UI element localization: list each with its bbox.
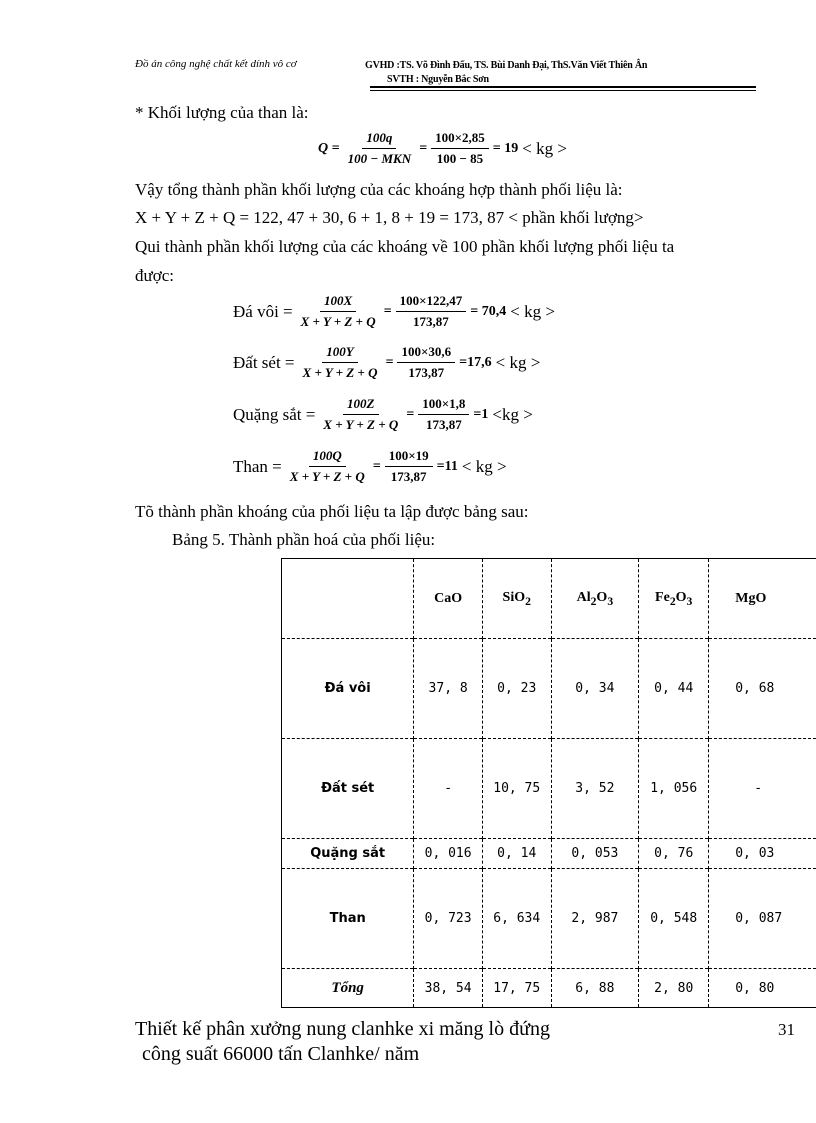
- table-caption: Bảng 5. Thành phần hoá của phối liệu:: [172, 530, 436, 549]
- header-cao: [414, 559, 483, 639]
- cell: 0, 34: [551, 639, 639, 739]
- cell: 0, 548: [639, 869, 709, 969]
- cell: 0, 723: [414, 869, 483, 969]
- limestone-label: Đá vôi =: [233, 301, 293, 321]
- iron-ore-num1: 100Z: [343, 396, 378, 415]
- header-rule-thin: [370, 90, 756, 91]
- coal-equation: Than = $\frac{100Q}{X + Y + Z + Q}$ = $\frac{100\times 19}{173,87}$ =11 < kg >: [233, 448, 507, 484]
- cell: 17, 75: [482, 969, 551, 1008]
- cell: 0, 23: [482, 639, 551, 739]
- header-rule: [370, 86, 756, 88]
- iron-ore-equation: Quặng sắt = $\frac{100Z}{X + Y + Z + Q}$ = $\frac{100\times 1,8}{173,87}$ =1 <kg >: [233, 396, 533, 432]
- limestone-result: = 70,4: [470, 303, 507, 319]
- cell: 0, 016: [414, 839, 483, 869]
- table-header-row: [282, 559, 816, 639]
- cell: 0, 14: [482, 839, 551, 869]
- eq-q-result: = 19: [492, 140, 519, 156]
- limestone-den2: 173,87: [413, 314, 449, 329]
- clay-equation: Đất sét = $\frac{100Y}{X + Y + Z + Q}$ = $\frac{100\times 30,6}{173,87}$ =17,6 < kg >: [233, 344, 541, 380]
- cell: 10, 75: [482, 739, 551, 839]
- header-fe2o3: [639, 559, 709, 639]
- coal-label: Than =: [233, 456, 282, 476]
- row-label-clay: Đất sét: [282, 739, 414, 839]
- coal-mass-equation: Q = $\frac{100q}{\text{100 − MKN}}$ = $\frac{100\times 2,85}{100 - 85}$ = 19 < kg >: [318, 130, 567, 166]
- header-sio2-main: SiO: [502, 589, 526, 605]
- coal-num1: 100Q: [309, 448, 346, 467]
- header-fe2o3-main: Fe: [655, 589, 670, 605]
- cell: 38, 54: [414, 969, 483, 1008]
- iron-ore-fraction-2: [418, 396, 469, 433]
- clay-den1: X + Y + Z + Q: [302, 365, 378, 380]
- eq-q-den2: 100 − 85: [436, 151, 484, 166]
- coal-unit: < kg >: [461, 456, 507, 476]
- header-advisors: GVHD :TS. Võ Đình Đấu, TS. Bùi Danh Đại, ThS.Văn Viết Thiên Ân: [365, 60, 648, 71]
- iron-ore-unit: <kg >: [492, 404, 533, 424]
- table-row: [282, 739, 816, 839]
- total-mass-equation: X + Y + Z + Q = 122, 47 + 30, 6 + 1, 8 + 19 = 173, 87 < phần khối lượng>: [135, 208, 644, 227]
- convert-text-line1: Qui thành phần khối lượng của các khoáng về 100 phần khối lượng phối liệu ta: [135, 237, 675, 256]
- eq-q-den1: 100 − MKN: [347, 151, 412, 166]
- table-row-total: [282, 969, 816, 1008]
- header-al2o3-sub2: 3: [607, 594, 614, 608]
- coal-num2: 100×19: [385, 448, 433, 467]
- clay-label: Đất sét =: [233, 352, 295, 372]
- cell: 6, 88: [551, 969, 639, 1008]
- cell: -: [414, 739, 483, 839]
- iron-ore-label: Quặng sắt =: [233, 404, 316, 424]
- limestone-den1: X + Y + Z + Q: [300, 314, 376, 329]
- cell: 0, 087: [709, 869, 816, 969]
- limestone-fraction-2: [396, 293, 467, 330]
- header-al2o3: [551, 559, 639, 639]
- coal-den1: X + Y + Z + Q: [289, 469, 365, 484]
- iron-ore-result: =1: [473, 406, 489, 422]
- cell: 0, 053: [551, 839, 639, 869]
- cell: 2, 987: [551, 869, 639, 969]
- iron-ore-den2: 173,87: [425, 417, 462, 432]
- limestone-fraction-1: [297, 293, 380, 330]
- clay-num1: 100Y: [322, 344, 357, 363]
- table-row: [282, 839, 816, 869]
- table-row: [282, 869, 816, 969]
- header-sio2-sub: 2: [525, 594, 531, 608]
- cell: 0, 44: [639, 639, 709, 739]
- coal-result: =11: [436, 458, 458, 474]
- eq-q-num2: 100×2,85: [431, 130, 489, 149]
- coal-fraction-2: [385, 448, 433, 485]
- eq-q-num1: 100q: [362, 130, 396, 149]
- header-al2o3-tail: O: [596, 589, 608, 605]
- header-sio2: [482, 559, 551, 639]
- header-al2o3-main: Al: [576, 589, 591, 605]
- composition-table: [281, 558, 816, 1008]
- header-empty-cell: [282, 559, 414, 639]
- cell: 1, 056: [639, 739, 709, 839]
- limestone-num2: 100×122,47: [396, 293, 467, 312]
- header-course-title: Đồ án công nghệ chất kết dính vô cơ: [135, 58, 297, 70]
- cell: 2, 80: [639, 969, 709, 1008]
- iron-ore-num2: 100×1,8: [418, 396, 469, 415]
- cell: -: [709, 739, 816, 839]
- convert-text-line2: được:: [135, 266, 174, 285]
- footer-title-line2: công suất 66000 tấn Clanhke/ năm: [142, 1043, 420, 1065]
- header-mgo: [709, 559, 816, 639]
- table-row: [282, 639, 816, 739]
- row-label-coal: Than: [282, 869, 414, 969]
- cell: 3, 52: [551, 739, 639, 839]
- clay-result: =17,6: [459, 354, 492, 370]
- cell: 0, 76: [639, 839, 709, 869]
- iron-ore-den1: X + Y + Z + Q: [323, 417, 399, 432]
- total-mass-text: Vậy tổng thành phần khối lượng của các khoáng hợp thành phối liệu là:: [135, 180, 623, 199]
- header-al2o3-sub: 2: [590, 594, 597, 608]
- coal-fraction-1: [286, 448, 369, 485]
- row-label-total: Tổng: [282, 969, 414, 1008]
- table-intro: Tõ thành phần khoáng của phối liệu ta lập được bảng sau:: [135, 502, 529, 521]
- clay-num2: 100×30,6: [397, 344, 455, 363]
- limestone-num1: 100X: [320, 293, 356, 312]
- cell: 0, 03: [709, 839, 816, 869]
- cell: 0, 80: [709, 969, 816, 1008]
- eq-q-unit: < kg >: [522, 138, 567, 158]
- clay-fraction-2: [397, 344, 455, 381]
- eq-q-fraction-2: [431, 130, 489, 167]
- iron-ore-fraction-1: [319, 396, 402, 433]
- cell: 6, 634: [482, 869, 551, 969]
- limestone-equation: Đá vôi = $\frac{100X}{X + Y + Z + Q}$ = $\frac{100\times 122,47}{173,87}$ = 70,4 < kg >: [233, 293, 555, 329]
- limestone-unit: < kg >: [510, 301, 555, 321]
- cell: 37, 8: [414, 639, 483, 739]
- clay-den2: 173,87: [408, 365, 445, 380]
- clay-fraction-1: [299, 344, 382, 381]
- header-fe2o3-sub: 2: [669, 594, 676, 608]
- coal-den2: 173,87: [390, 469, 427, 484]
- header-fe2o3-sub2: 3: [686, 594, 693, 608]
- header-cao-label: CaO: [434, 590, 463, 606]
- eq-q-lhs: Q =: [318, 140, 340, 156]
- header-mgo-label: MgO: [735, 590, 767, 606]
- coal-mass-heading: * Khối lượng của than là:: [135, 103, 309, 122]
- clay-unit: < kg >: [495, 352, 541, 372]
- header-student: SVTH : Nguyễn Bắc Sơn: [387, 74, 489, 85]
- eq-q-fraction-1: [344, 130, 416, 167]
- footer-title-line1: Thiết kế phân xưởng nung clanhke xi măng lò đứng: [135, 1018, 550, 1040]
- header-fe2o3-tail: O: [675, 589, 687, 605]
- cell: 0, 68: [709, 639, 816, 739]
- row-label-iron-ore: Quặng sắt: [282, 839, 414, 869]
- page-number: 31: [778, 1020, 795, 1039]
- row-label-limestone: Đá vôi: [282, 639, 414, 739]
